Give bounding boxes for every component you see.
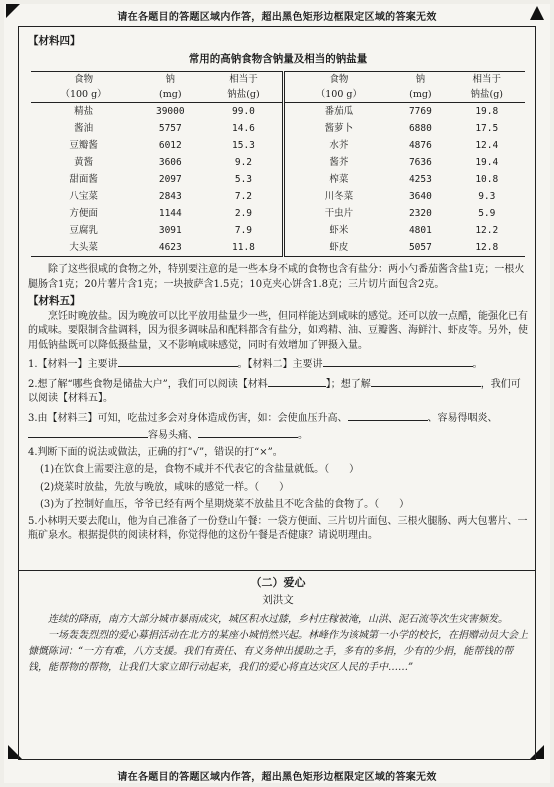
question-5: 5.小林明天要去爬山，他为自己准备了一份登山午餐：一袋方便面、三片切片面包、三根火腿肠、两大包薯片、一瓶矿泉水。根据提供的阅读材料，你觉得他的这份午餐是否健康？请说明理由。 xyxy=(28,515,528,542)
table-cell: 5757 xyxy=(158,123,182,135)
question-4-item: (2)烧菜时放盐，先放与晚放，咸味的感觉一样。（ ） xyxy=(40,481,290,493)
table-cell: 5.3 xyxy=(234,174,253,186)
table-cell: 12.4 xyxy=(475,140,499,152)
table-cell: 9.3 xyxy=(478,191,496,203)
th-food: 食物 xyxy=(284,72,392,88)
question-1-text: 。 xyxy=(472,359,483,371)
table-cell: 12.8 xyxy=(449,239,525,257)
table-cell: 15.3 xyxy=(232,140,255,152)
material5-text: 烹饪时晚放盐。因为晚放可以比平放用盐量少一些，但同样能达到咸味的感觉。还可以放一点醋，能强化已有的咸味。要限制含盐调料，因为很多调味品和配料都含有盐分，如鸡精、油、豆瓣酱、海鲜汁、虾皮等。另外，使用低钠盐既可以降低摄盐量，又不影响咸味感觉，同时有效增加了钾摄入量。 xyxy=(28,310,528,351)
answer-blank[interactable] xyxy=(28,426,148,438)
answer-blank[interactable] xyxy=(371,375,481,387)
table-cell: 4801 xyxy=(408,225,432,237)
table-cell: 17.5 xyxy=(475,123,499,135)
table-cell: 酱芥 xyxy=(284,154,392,171)
table-cell: 19.4 xyxy=(475,157,499,169)
table-cell: 1144 xyxy=(158,208,182,220)
table-cell: 酱油 xyxy=(74,123,94,135)
table-cell: 7636 xyxy=(408,157,432,169)
th-unit: （100 g） xyxy=(284,87,392,103)
table-cell: 5057 xyxy=(392,239,448,257)
table-row xyxy=(31,103,525,121)
answer-blank[interactable] xyxy=(268,375,326,387)
part2-author: 刘洪文 xyxy=(262,593,294,606)
table-cell: 5.9 xyxy=(478,208,496,220)
question-3-text: 3.由【材料三】可知，吃盐过多会对身体造成伤害，如：会使血压升高、 xyxy=(28,412,348,424)
question-1-text: 。【材料二】主要讲 xyxy=(237,359,323,371)
table-cell: 榨菜 xyxy=(284,171,392,188)
table-cell: 2843 xyxy=(158,191,182,203)
table-cell: 7.9 xyxy=(234,225,253,237)
table-cell: 12.2 xyxy=(475,225,499,237)
story-paragraph: 连续的降雨，南方大部分城市暴雨成灾，城区积水过膝，乡村庄稼被淹，山洪、泥石流等次生灾害频发。 xyxy=(48,613,508,625)
table-row xyxy=(31,171,525,188)
table-cell: 酱萝卜 xyxy=(284,120,392,137)
answer-blank[interactable] xyxy=(323,355,473,367)
table-cell: 99.0 xyxy=(232,106,255,118)
table-cell: 精盐 xyxy=(74,106,94,118)
question-4-item: (3)为了控制好血压，爷爷已经有两个星期烧菜不放盐且不吃含盐的食物了。（ ） xyxy=(40,499,410,511)
section-divider xyxy=(18,570,536,571)
th-sodium: 钠 xyxy=(136,72,204,88)
th-unit: (mg) xyxy=(392,87,448,103)
th-unit: (mg) xyxy=(136,87,204,103)
table-cell: 6012 xyxy=(158,140,182,152)
question-3-text: 容易头痛、 xyxy=(148,430,198,442)
th-food: 食物 xyxy=(31,72,136,88)
table-cell: 4253 xyxy=(408,174,432,186)
answer-blank[interactable] xyxy=(118,355,238,367)
table-row xyxy=(31,120,525,137)
th-salt: 相当于 xyxy=(449,72,525,88)
table-cell: 虾皮 xyxy=(284,239,392,257)
table-cell: 方便面 xyxy=(69,208,98,220)
table-cell: 9.2 xyxy=(234,157,253,169)
table-row xyxy=(31,154,525,171)
story-text xyxy=(28,612,528,676)
table-cell: 14.6 xyxy=(232,123,255,135)
table-cell: 甜面酱 xyxy=(69,174,98,186)
question-1 xyxy=(28,355,528,373)
question-3 xyxy=(28,409,528,444)
table-cell: 八宝菜 xyxy=(69,191,98,203)
question-4-item: (1)在饮食上需要注意的是，食物不咸并不代表它的含盐量就低。（ ） xyxy=(40,464,360,476)
material4-heading: 【材料四】 xyxy=(28,35,81,47)
table-header-row-1 xyxy=(31,72,525,88)
table-row xyxy=(31,222,525,239)
table-title: 常用的高钠食物含钠量及相当的钠盐量 xyxy=(188,53,368,66)
table-cell: 大头菜 xyxy=(31,239,136,257)
th-unit: （100 g） xyxy=(31,87,136,103)
table-header-row-2 xyxy=(31,87,525,103)
question-4: 4.判断下面的说法或做法，正确的打“√”，错误的打“×”。 xyxy=(28,446,283,458)
th-unit: 钠盐(g) xyxy=(204,87,284,103)
header-warning: 请在各题目的答题区域内作答，超出黑色矩形边框限定区域的答案无效 xyxy=(117,12,437,23)
answer-blank[interactable] xyxy=(348,409,428,421)
footer-warning: 请在各题目的答题区域内作答，超出黑色矩形边框限定区域的答案无效 xyxy=(117,772,437,783)
answer-blank[interactable] xyxy=(198,426,298,438)
th-unit: 钠盐(g) xyxy=(449,87,525,103)
table-row xyxy=(31,137,525,154)
story-paragraph: 一场轰轰烈烈的爱心募捐活动在北方的某座小城悄然兴起。林峰作为该城第一小学的校长，在捐赠动员大会上慷慨陈词：“一方有难，八方支援。我们有责任、有义务伸出援助之手，多有的多捐，少有的少捐，能帮钱的帮钱，能帮物的帮物，让我们大家立即行动起来，我们的爱心将直达灾区人民的手中……” xyxy=(28,629,528,673)
table-cell: 2.9 xyxy=(234,208,253,220)
answer-area xyxy=(28,34,528,676)
table-row xyxy=(31,188,525,205)
table-cell: 2320 xyxy=(408,208,432,220)
table-cell: 水芥 xyxy=(284,137,392,154)
table-cell: 干虫片 xyxy=(284,205,392,222)
question-3-text: 。 xyxy=(298,430,308,442)
table-cell: 黄酱 xyxy=(74,157,94,169)
table-cell: 豆腐乳 xyxy=(69,225,98,237)
question-2 xyxy=(28,375,528,407)
table-cell: 7.2 xyxy=(234,191,253,203)
table-cell: 19.8 xyxy=(475,106,499,118)
question-2-text: 2.想了解“哪些食物是储盐大户”，我们可以阅读【材料 xyxy=(28,378,268,390)
table-cell: 4876 xyxy=(408,140,432,152)
table-cell: 39000 xyxy=(155,106,185,118)
table-cell: 番茄瓜 xyxy=(284,103,392,121)
table-row xyxy=(31,205,525,222)
table-cell: 3091 xyxy=(158,225,182,237)
table-cell: 虾米 xyxy=(284,222,392,239)
table-row xyxy=(31,239,525,257)
question-3-text: 、容易得咽炎、 xyxy=(427,412,498,424)
table-cell: 2097 xyxy=(158,174,182,186)
question-1-text: 1.【材料一】主要讲 xyxy=(28,359,118,371)
part2-title: （二）爱心 xyxy=(250,575,306,589)
table-cell: 3640 xyxy=(408,191,432,203)
table-cell: 11.8 xyxy=(204,239,284,257)
question-2-text: 】；想了解 xyxy=(325,378,371,390)
th-sodium: 钠 xyxy=(392,72,448,88)
th-salt: 相当于 xyxy=(204,72,284,88)
table-cell: 7769 xyxy=(408,106,432,118)
table-cell: 豆瓣酱 xyxy=(69,140,98,152)
sodium-table xyxy=(31,71,525,257)
table-cell: 6880 xyxy=(408,123,432,135)
question-2-text: ，我们可以阅读【材料五】。 xyxy=(28,378,521,405)
table-cell: 3606 xyxy=(158,157,182,169)
material5-heading: 【材料五】 xyxy=(28,295,81,308)
material4-note: 除了这些很咸的食物之外，特别要注意的是一些本身不咸的食物也含有盐分：两小勺番茄酱含盐1克；一根火腿肠含1克；20片薯片含1克；一块披萨含1.5克；10克夹心饼含1.8克；三片切片面包含2克。 xyxy=(28,264,525,290)
table-cell: 10.8 xyxy=(475,174,499,186)
table-cell: 川冬菜 xyxy=(284,188,392,205)
table-cell: 4623 xyxy=(136,239,204,257)
